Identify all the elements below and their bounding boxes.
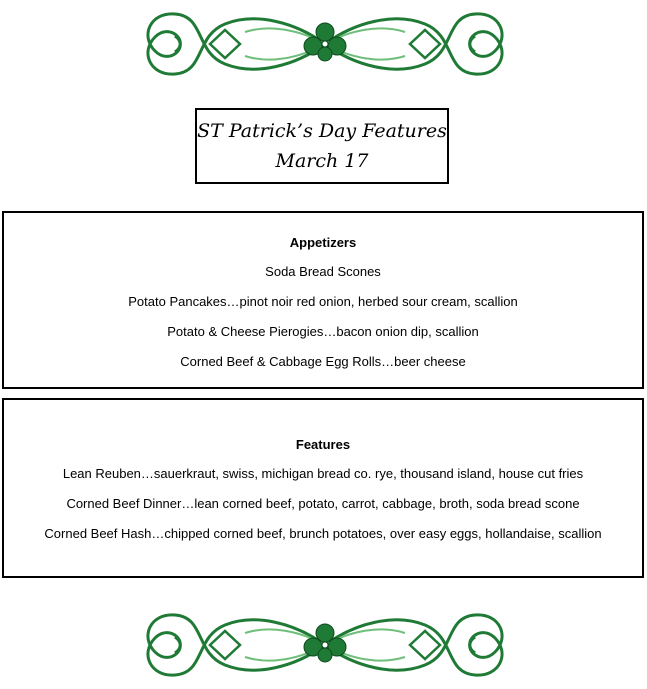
- shamrock-ornament-bottom: [135, 603, 515, 687]
- menu-item: Corned Beef Dinner…lean corned beef, potato, carrot, cabbage, broth, soda bread scone: [66, 496, 580, 511]
- menu-item: Potato Pancakes…pinot noir red onion, herbed sour cream, scallion: [128, 294, 518, 309]
- scroll-flourish-left: [148, 615, 325, 675]
- menu-item: Potato & Cheese Pierogies…bacon onion dip, scallion: [167, 324, 479, 339]
- page-title: ST Patrick’s Day Features: [197, 120, 447, 142]
- shamrock-icon: [304, 23, 346, 61]
- scroll-flourish-right: [325, 14, 502, 74]
- title-box: [195, 108, 449, 184]
- scroll-flourish-right: [325, 615, 502, 675]
- appetizers-heading: Appetizers: [289, 235, 357, 250]
- scroll-flourish-left: [148, 14, 325, 74]
- menu-item: Soda Bread Scones: [265, 264, 381, 279]
- appetizers-section: [2, 211, 644, 389]
- menu-item: Corned Beef & Cabbage Egg Rolls…beer cheese: [180, 354, 466, 369]
- shamrock-icon: [304, 624, 346, 662]
- features-heading: Features: [295, 437, 351, 452]
- event-date: March 17: [275, 150, 369, 172]
- shamrock-ornament-top: [135, 2, 515, 86]
- menu-item: Lean Reuben…sauerkraut, swiss, michigan bread co. rye, thousand island, house cut fries: [62, 466, 584, 481]
- features-section: [2, 398, 644, 578]
- menu-item: Corned Beef Hash…chipped corned beef, brunch potatoes, over easy eggs, hollandaise, scallion: [44, 526, 602, 541]
